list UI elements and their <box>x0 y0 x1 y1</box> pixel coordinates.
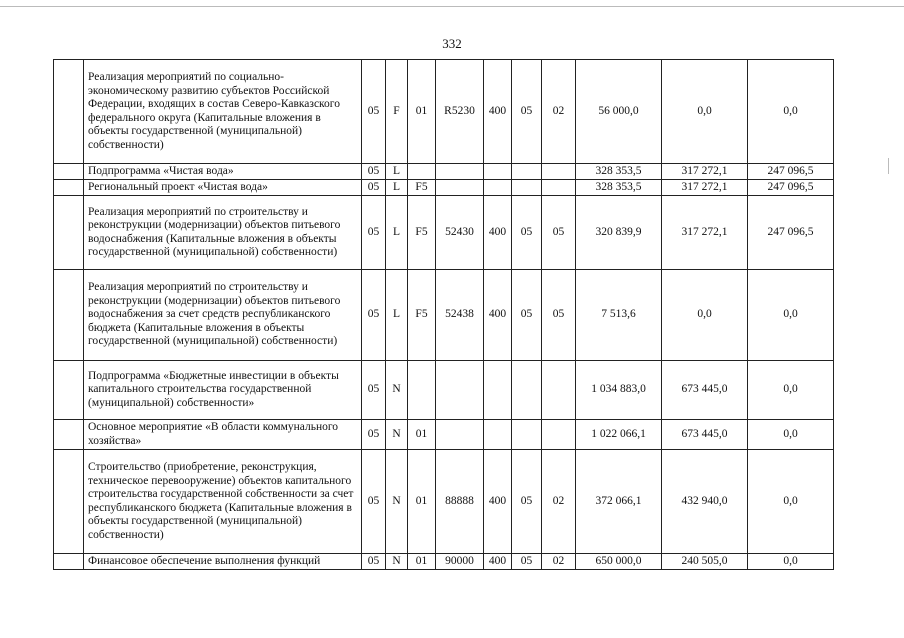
row-name-cell: Основное мероприятие «В области коммунального хозяйства» <box>84 420 362 450</box>
code-cell: 90000 <box>436 554 484 570</box>
row-marker-cell <box>54 60 84 164</box>
table-body <box>54 60 834 570</box>
code-cell: 88888 <box>436 450 484 554</box>
code-cell <box>512 420 542 450</box>
code-cell <box>542 361 576 420</box>
amount-cell: 247 096,5 <box>748 196 834 270</box>
code-cell <box>436 180 484 196</box>
code-cell: L <box>386 270 408 361</box>
code-cell: 52438 <box>436 270 484 361</box>
row-name-cell: Региональный проект «Чистая вода» <box>84 180 362 196</box>
row-name-cell: Реализация мероприятий по строительству и реконструкции (модернизации) объектов питьевого водоснабжения (Капитальные вложения в объекты государственной (муниципальной) собственности) <box>84 196 362 270</box>
code-cell: 05 <box>362 164 386 180</box>
row-name-cell: Подпрограмма «Чистая вода» <box>84 164 362 180</box>
code-cell <box>436 420 484 450</box>
row-marker-cell <box>54 554 84 570</box>
row-marker-cell <box>54 196 84 270</box>
code-cell <box>484 361 512 420</box>
amount-cell: 650 000,0 <box>576 554 662 570</box>
code-cell: 01 <box>408 554 436 570</box>
code-cell: F5 <box>408 180 436 196</box>
row-marker-cell <box>54 361 84 420</box>
code-cell: 400 <box>484 196 512 270</box>
code-cell <box>512 361 542 420</box>
code-cell <box>408 361 436 420</box>
row-marker-cell <box>54 180 84 196</box>
amount-cell: 1 034 883,0 <box>576 361 662 420</box>
table-row <box>54 196 834 270</box>
row-name-cell: Финансовое обеспечение выполнения функций <box>84 554 362 570</box>
table-row <box>54 270 834 361</box>
row-marker-cell <box>54 450 84 554</box>
code-cell: N <box>386 450 408 554</box>
amount-cell: 56 000,0 <box>576 60 662 164</box>
table-row <box>54 450 834 554</box>
code-cell: 400 <box>484 270 512 361</box>
amount-cell: 432 940,0 <box>662 450 748 554</box>
row-marker-cell <box>54 164 84 180</box>
amount-cell: 320 839,9 <box>576 196 662 270</box>
code-cell: 05 <box>542 196 576 270</box>
amount-cell: 317 272,1 <box>662 164 748 180</box>
code-cell: 05 <box>362 554 386 570</box>
amount-cell: 0,0 <box>748 554 834 570</box>
table-row <box>54 554 834 570</box>
code-cell <box>436 164 484 180</box>
code-cell: 02 <box>542 554 576 570</box>
amount-cell: 317 272,1 <box>662 180 748 196</box>
code-cell <box>408 164 436 180</box>
row-name-cell: Реализация мероприятий по строительству и реконструкции (модернизации) объектов питьевого водоснабжения за счет средств республиканского бюджета (Капитальные вложения в объекты государственной (муниципальной) собственности) <box>84 270 362 361</box>
amount-cell: 0,0 <box>748 450 834 554</box>
amount-cell: 328 353,5 <box>576 164 662 180</box>
code-cell: 05 <box>512 450 542 554</box>
code-cell: 05 <box>512 196 542 270</box>
code-cell: 400 <box>484 60 512 164</box>
amount-cell: 1 022 066,1 <box>576 420 662 450</box>
code-cell: 02 <box>542 60 576 164</box>
amount-cell: 673 445,0 <box>662 420 748 450</box>
code-cell: 05 <box>362 180 386 196</box>
code-cell <box>512 180 542 196</box>
budget-table <box>53 59 834 570</box>
code-cell: F5 <box>408 196 436 270</box>
amount-cell: 240 505,0 <box>662 554 748 570</box>
code-cell: 05 <box>542 270 576 361</box>
code-cell <box>542 164 576 180</box>
code-cell: 05 <box>362 60 386 164</box>
code-cell <box>542 420 576 450</box>
code-cell: 01 <box>408 450 436 554</box>
code-cell <box>436 361 484 420</box>
code-cell: 05 <box>512 554 542 570</box>
code-cell: 05 <box>362 361 386 420</box>
amount-cell: 0,0 <box>748 270 834 361</box>
code-cell: N <box>386 420 408 450</box>
row-name-cell: Реализация мероприятий по социально-экономическому развитию субъектов Российской Федерации, входящих в состав Северо-Кавказского федерального округа (Капитальные вложения в объекты государственной (муниципальной) собственности) <box>84 60 362 164</box>
amount-cell: 673 445,0 <box>662 361 748 420</box>
code-cell: 05 <box>362 450 386 554</box>
code-cell: 52430 <box>436 196 484 270</box>
amount-cell: 0,0 <box>748 60 834 164</box>
code-cell: N <box>386 361 408 420</box>
amount-cell: 317 272,1 <box>662 196 748 270</box>
code-cell <box>484 180 512 196</box>
code-cell: 05 <box>512 60 542 164</box>
amount-cell: 0,0 <box>662 270 748 361</box>
code-cell <box>484 164 512 180</box>
code-cell: L <box>386 196 408 270</box>
amount-cell: 0,0 <box>748 420 834 450</box>
amount-cell: 7 513,6 <box>576 270 662 361</box>
code-cell: F <box>386 60 408 164</box>
code-cell <box>512 164 542 180</box>
code-cell: 05 <box>362 196 386 270</box>
table-row <box>54 420 834 450</box>
amount-cell: 0,0 <box>748 361 834 420</box>
code-cell: 400 <box>484 450 512 554</box>
code-cell: F5 <box>408 270 436 361</box>
scan-line-top <box>0 6 904 7</box>
code-cell: L <box>386 164 408 180</box>
amount-cell: 0,0 <box>662 60 748 164</box>
table-row <box>54 164 834 180</box>
amount-cell: 247 096,5 <box>748 180 834 196</box>
row-marker-cell <box>54 420 84 450</box>
scan-mark-right <box>888 158 889 174</box>
table-row <box>54 361 834 420</box>
table-row <box>54 60 834 164</box>
code-cell: 05 <box>362 420 386 450</box>
code-cell: 01 <box>408 420 436 450</box>
table-row <box>54 180 834 196</box>
row-marker-cell <box>54 270 84 361</box>
page-number: 332 <box>442 36 462 51</box>
row-name-cell: Строительство (приобретение, реконструкция, техническое перевооружение) объектов капитального строительства государственной собственности за счет республиканского бюджета (Капитальные вложения в объекты государственной (муниципальной) собственности) <box>84 450 362 554</box>
code-cell <box>484 420 512 450</box>
code-cell: L <box>386 180 408 196</box>
amount-cell: 372 066,1 <box>576 450 662 554</box>
code-cell: 400 <box>484 554 512 570</box>
code-cell: 05 <box>362 270 386 361</box>
code-cell <box>542 180 576 196</box>
row-name-cell: Подпрограмма «Бюджетные инвестиции в объекты капитального строительства государственной (муниципальной) собственности» <box>84 361 362 420</box>
code-cell: 01 <box>408 60 436 164</box>
code-cell: 02 <box>542 450 576 554</box>
code-cell: R5230 <box>436 60 484 164</box>
amount-cell: 328 353,5 <box>576 180 662 196</box>
code-cell: 05 <box>512 270 542 361</box>
code-cell: N <box>386 554 408 570</box>
amount-cell: 247 096,5 <box>748 164 834 180</box>
